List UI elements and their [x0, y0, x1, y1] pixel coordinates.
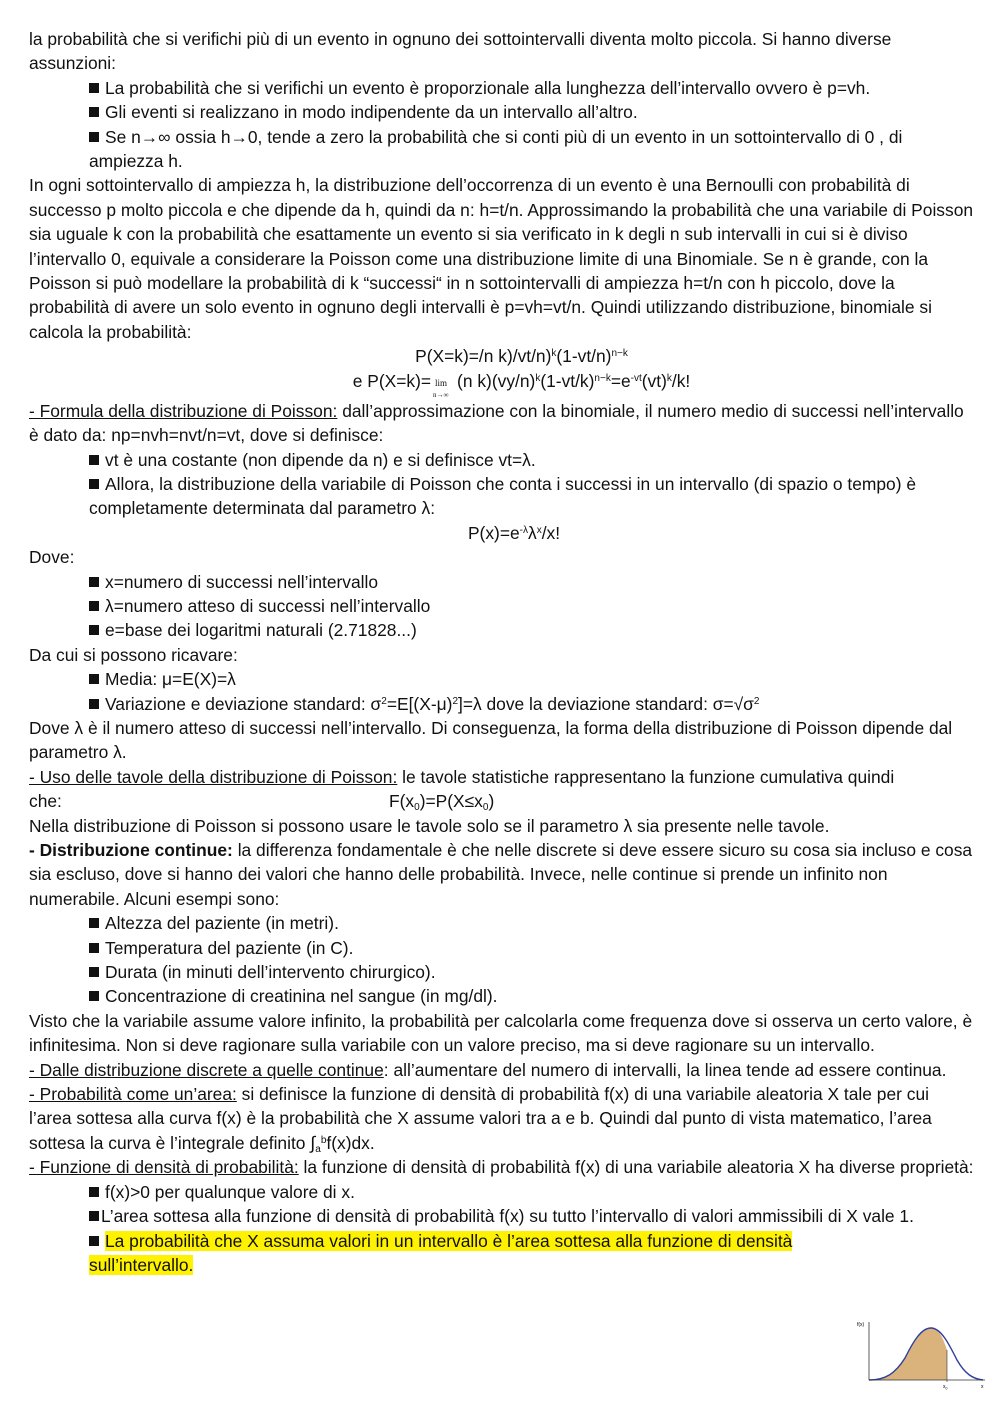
- list-item: Se n→∞ ossia h→0, tende a zero la probabilità che si conti più di un evento in un sottointervallo di 0 , di ampiezza h.: [89, 126, 903, 172]
- paragraph-intro: la probabilità che si verifichi più di un evento in ognuno dei sottointervalli diventa molto piccola. Si hanno diverse assunzioni:: [29, 29, 892, 74]
- paragraph-discrete-continue: - Dalle distribuzione discrete a quelle continue: all’aumentare del numero di intervalli, la linea tende ad essere continua.: [29, 1059, 947, 1080]
- limit-operator: lim n→∞: [433, 377, 449, 399]
- list-item: x=numero di successi nell’intervallo: [89, 570, 974, 594]
- bullet-square-icon: [89, 83, 99, 93]
- list-item: vt è una costante (non dipende da n) e si definisce vt=λ.: [89, 448, 974, 472]
- bullet-square-icon: [89, 132, 99, 142]
- bullet-square-icon: [89, 674, 99, 684]
- bullet-square-icon: [89, 577, 99, 587]
- bullet-square-icon: [89, 1211, 99, 1221]
- list-item: La probabilità che si verifichi un evento è proporzionale alla lunghezza dell’intervallo ovvero è p=vh.: [89, 76, 974, 100]
- bullet-square-icon: [89, 625, 99, 635]
- bullet-square-icon: [89, 967, 99, 977]
- section-heading: - Uso delle tavole della distribuzione di Poisson:: [29, 766, 398, 787]
- bullet-square-icon: [89, 455, 99, 465]
- list-item: Media: μ=E(X)=λ: [89, 667, 974, 691]
- paragraph-bernoulli: In ogni sottointervallo di ampiezza h, la distribuzione dell’occorrenza di un evento è una Bernoulli con probabilità di successo p molto piccola e che dipende da h, quindi da n: h=t/n. Approssimando la probabilità che una variabile di Poisson sia uguale k con la probabilità che esattamente un evento si sia verificato in k degli n sub intervalli in cui si è diviso l’intervallo 0, equivale a considerare la Poisson come una distribuzione limite di una Binomiale. Se n è grande, con la Poisson si può modellare la probabilità di k “successi“ in n sottointervalli di ampiezza h=t/n con h piccolo, dove la probabilità di avere un solo evento in ognuno degli intervalli è p=vh=vt/n. Quindi utilizzando distribuzione, binomiale si calcola la probabilità:: [29, 175, 974, 342]
- bullet-square-icon: [89, 918, 99, 928]
- bullet-square-icon: [89, 1187, 99, 1197]
- section-heading: - Formula della distribuzione di Poisson:: [29, 400, 338, 421]
- formula-limit: e P(X=k)= lim n→∞ (n $k)(vy/n)^k(1-vt/k)^{n-k}=e^{-vt}(vt)^k/k$!: [352, 370, 691, 399]
- list-item: Altezza del paziente (in metri).: [89, 911, 974, 935]
- formula-poisson: $P(x)=e^{-\lambda}\lambda^x/x$!: [467, 522, 561, 543]
- density-graph: [855, 1318, 987, 1390]
- density-area-fill: [869, 1328, 947, 1380]
- section-heading: - Distribuzione continue:: [29, 840, 233, 860]
- bullet-square-icon: [89, 1236, 99, 1246]
- list-item: Variazione e deviazione standard: $\sigma^2=E[(X-\mu)^2]=\lambda$ dove la deviazione standard: $\sigma=√\sigma^2$: [89, 692, 974, 716]
- bullet-square-icon: [89, 699, 99, 709]
- list-item: e=base dei logaritmi naturali (2.71828...): [89, 618, 974, 642]
- list-item: Allora, la distribuzione della variabile di Poisson che conta i successi in un intervallo (di spazio o tempo) è completamente determinata dal parametro λ:: [89, 473, 917, 519]
- list-item: λ=numero atteso di successi nell’intervallo: [89, 594, 974, 618]
- paragraph-infinitesima: Visto che la variabile assume valore infinito, la probabilità per calcolarla come frequenza dove si osserva un certo valore, è infinitesima. Non si deve ragionare sulla variabile con un valore preciso, ma si deve ragionare su un intervallo.: [29, 1010, 973, 1056]
- formula-binomial: P(X=k)=/n $k)/vt/n)^k(1-vt/n)^{n-k}$: [415, 346, 628, 367]
- list-item: f(x)>0 per qualunque valore di x.: [89, 1180, 974, 1204]
- bullet-square-icon: [89, 943, 99, 953]
- graph-xlabel: x: [981, 1384, 984, 1390]
- paragraph-densita: - Funzione di densità di probabilità: la funzione di densità di probabilità f(x) di una variabile aleatoria X ha diverse proprietà:: [29, 1157, 974, 1178]
- section-heading: - Dalle distribuzione discrete a quelle continue: [29, 1059, 384, 1080]
- paragraph-tavole: - Uso delle tavole della distribuzione di Poisson: le tavole statistiche rappresentano la funzione cumulativa quindi: [29, 766, 895, 787]
- graph-x0-label: $x_0$: [943, 1384, 948, 1390]
- section-heading: - Funzione di densità di probabilità:: [29, 1157, 299, 1178]
- graph-ylabel: f(x): [857, 1322, 865, 1328]
- list-item: Gli eventi si realizzano in modo indipendente da un intervallo all’altro.: [89, 100, 974, 124]
- paragraph-poisson-formula: - Formula della distribuzione di Poisson: dall’approssimazione con la binomiale, il numero medio di successi nell’intervallo è dato da: np=nvh=nvt/n=vt, dove si definisce:: [29, 400, 964, 446]
- paragraph-continue: - Distribuzione continue: la differenza fondamentale è che nelle discrete si deve essere sicuro su cosa sia incluso e cosa sia escluso, dove si hanno dei valori che hanno delle probabilità. Invece, nelle continue si prende un infinito non numerabile. Alcuni esempi sono:: [29, 840, 973, 909]
- list-item: Durata (in minuti dell’intervento chirurgico).: [89, 960, 974, 984]
- list-item: [89, 1229, 849, 1278]
- bullet-square-icon: [89, 107, 99, 117]
- section-heading: - Probabilità come un’area:: [29, 1084, 237, 1105]
- bullet-square-icon: [89, 479, 99, 489]
- paragraph-tavole-note: Nella distribuzione di Poisson si possono usare le tavole solo se il parametro λ sia presente nelle tavole.: [29, 815, 830, 836]
- label-dove: Dove:: [29, 547, 75, 568]
- document-page: [29, 27, 974, 1277]
- label-da-cui: Da cui si possono ricavare:: [29, 644, 238, 665]
- paragraph-lambda: Dove λ è il numero atteso di successi nell’intervallo. Di conseguenza, la forma della distribuzione di Poisson dipende dal parametro λ.: [29, 717, 953, 763]
- highlighted-text: La probabilità che X assuma valori in un intervallo è l’area sottesa alla funzione di densità sull’intervallo.: [89, 1230, 793, 1275]
- formula-cumulative-line: che: $F(x_0)=P(X\le x_0)$: [29, 791, 495, 814]
- paragraph-area: - Probabilità come un’area: si definisce la funzione di densità di probabilità f(x) di una variabile aleatoria X tale per cui l’area sottesa alla curva f(x) è la probabilità che X assume valori tra a e b. Quindi dal punto di vista matematico, l’area sottesa la curva è l’integrale definito $\int_a^bf(x)dx$.: [29, 1084, 932, 1155]
- formula-cumulative: $F(x_0)=P(X\le x_0)$: [389, 791, 495, 814]
- list-item: Concentrazione di creatinina nel sangue (in mg/dl).: [89, 984, 974, 1008]
- bullet-square-icon: [89, 991, 99, 1001]
- bullet-square-icon: [89, 601, 99, 611]
- list-item: L’area sottesa alla funzione di densità di probabilità f(x) su tutto l’intervallo di valori ammissibili di X vale 1.: [89, 1204, 974, 1228]
- list-item: Temperatura del paziente (in C).: [89, 936, 974, 960]
